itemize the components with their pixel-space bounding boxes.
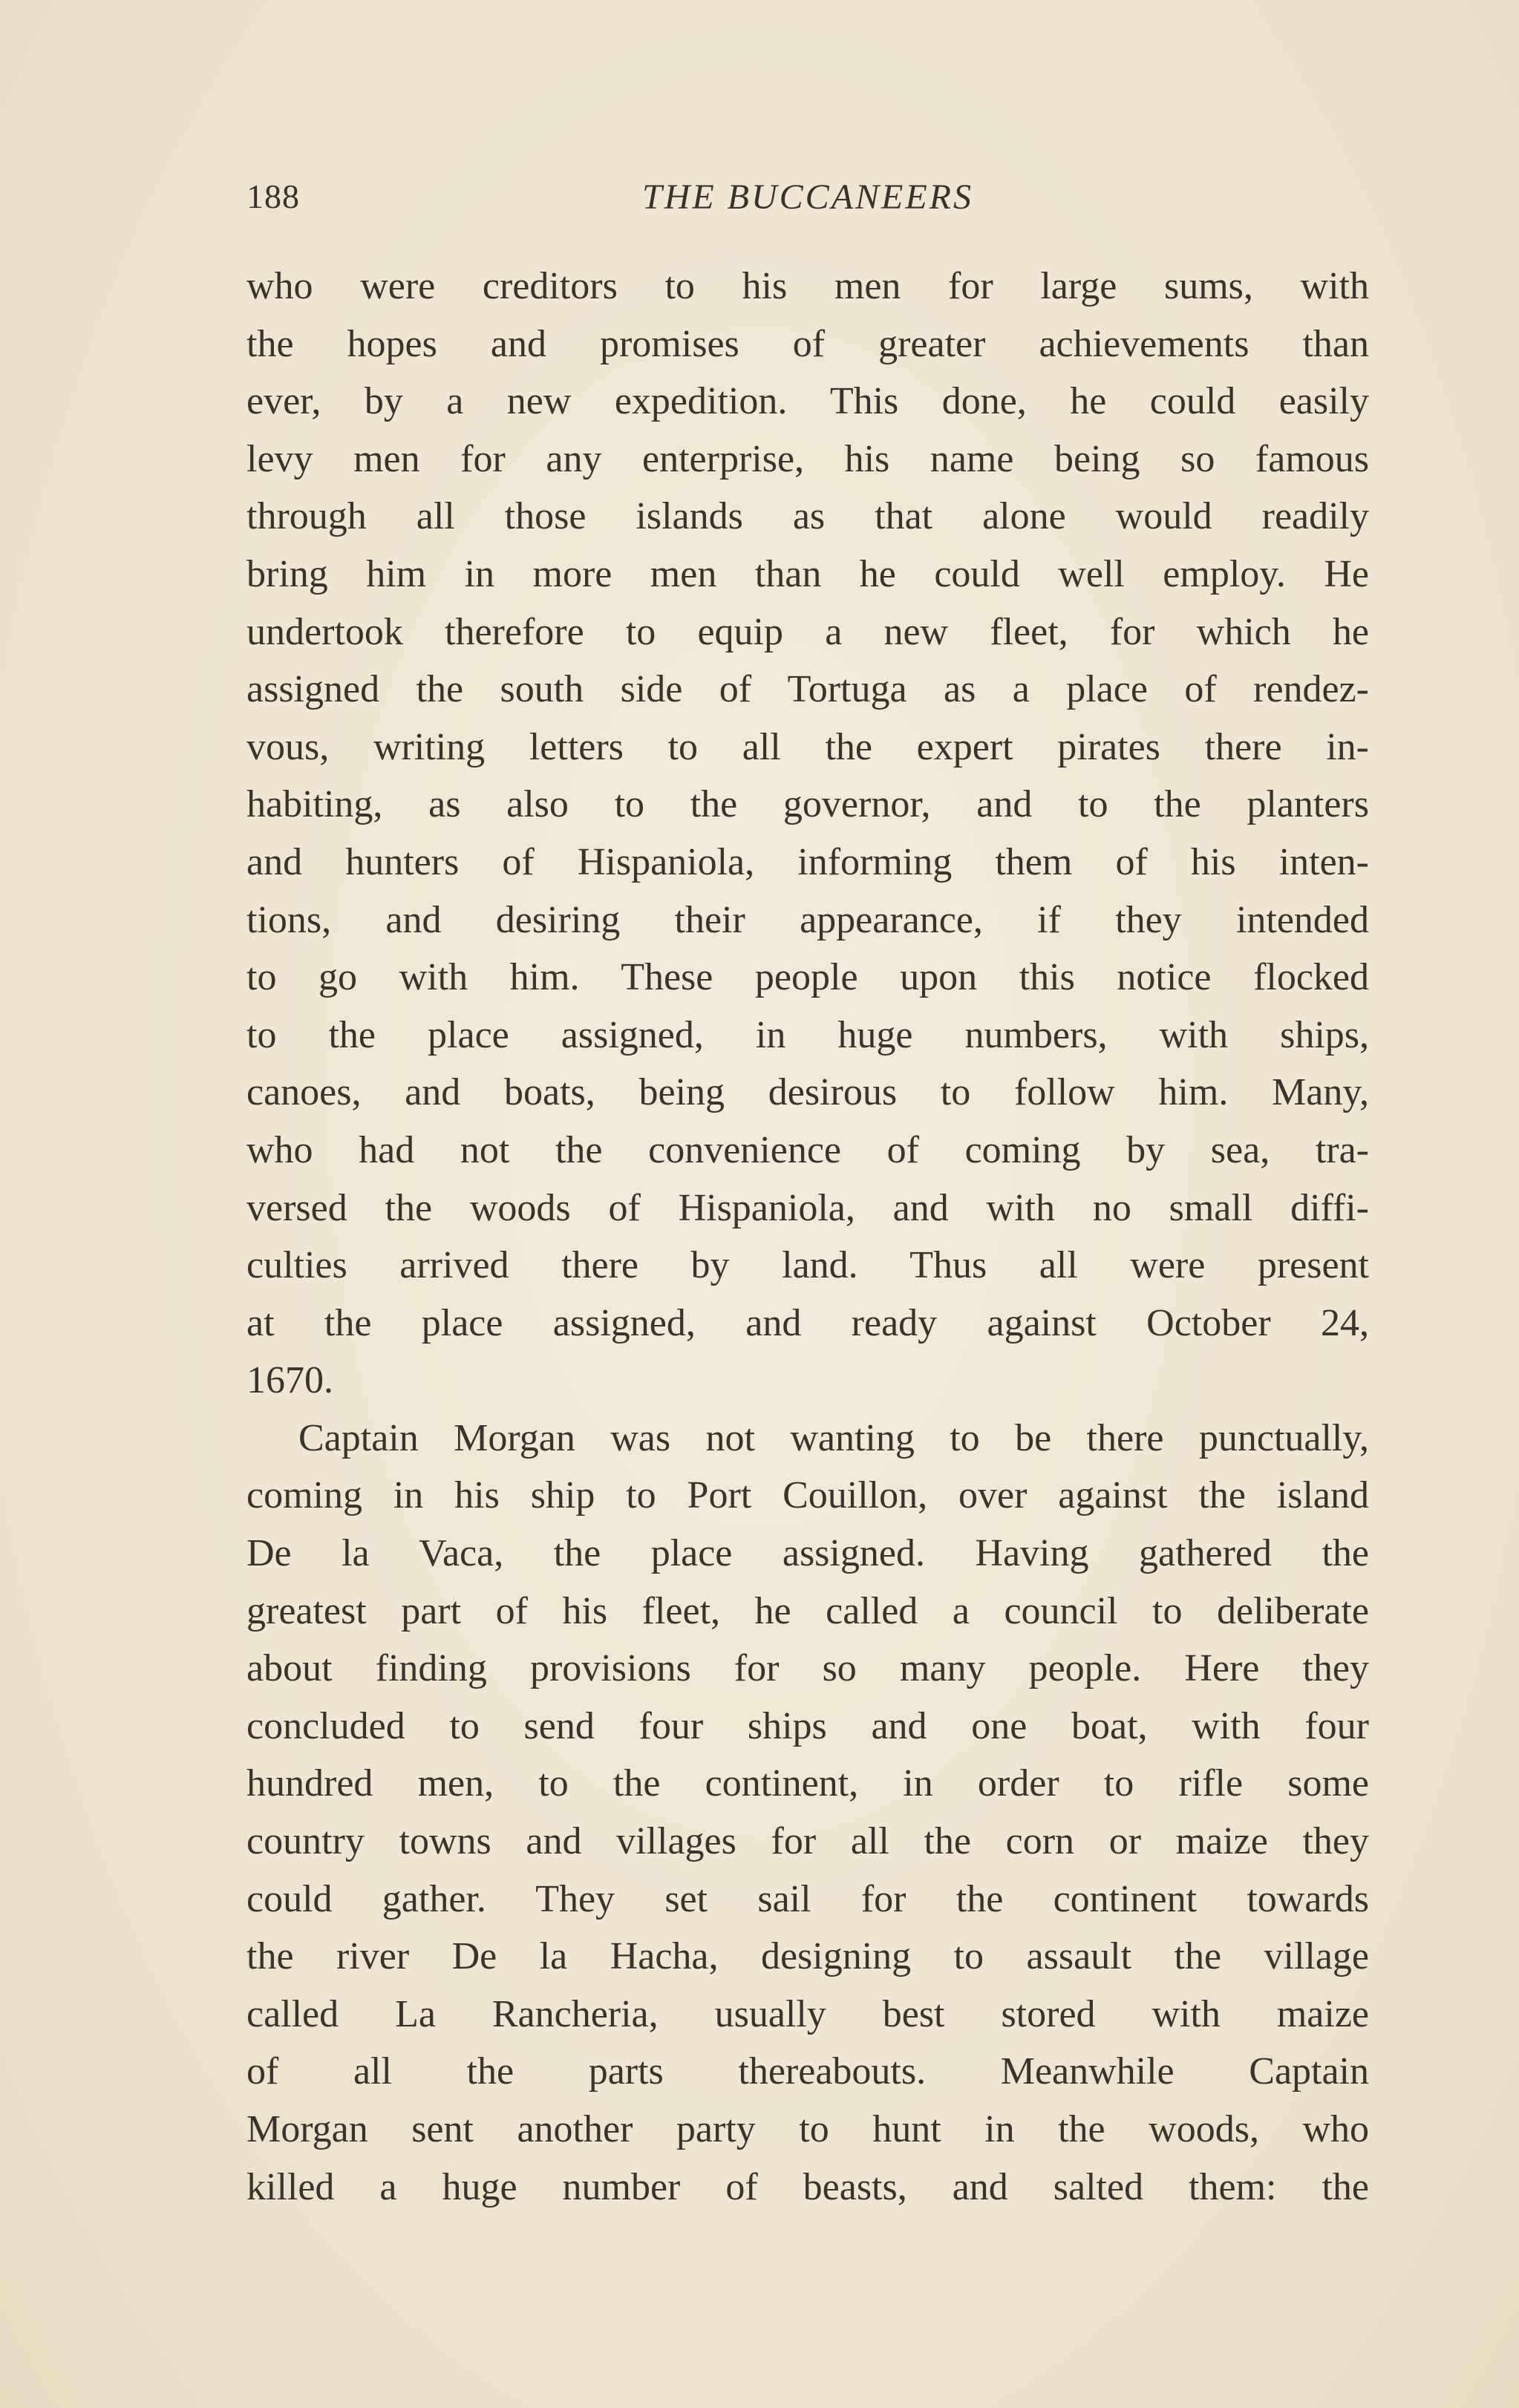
text-line: killed a huge number of beasts, and salted them: the [246,2165,1369,2208]
text-line: who had not the convenience of coming by sea, tra- [246,1128,1369,1171]
text-line: coming in his ship to Port Couillon, over against the island [246,1474,1369,1517]
text-line: greatest part of his fleet, he called a council to deliberate [246,1589,1369,1632]
running-title: THE BUCCANEERS [642,177,973,217]
text-line: Morgan sent another party to hunt in the woods, who [246,2108,1369,2150]
page-header [246,177,1369,229]
text-line: hundred men, to the continent, in order to rifle some [246,1762,1369,1805]
text-line: 1670. [246,1359,333,1402]
text-line: could gather. They set sail for the continent towards [246,1877,1369,1920]
text-line: country towns and villages for all the corn or maize they [246,1820,1369,1863]
text-line: De la Vaca, the place assigned. Having gathered the [246,1532,1369,1575]
text-line: concluded to send four ships and one boat, with four [246,1704,1369,1747]
text-line: to the place assigned, in huge numbers, with ships, [246,1013,1369,1056]
text-line: tions, and desiring their appearance, if they intended [246,898,1369,941]
text-line: Captain Morgan was not wanting to be there punctually, [298,1416,1369,1459]
paragraph-1 [246,258,1369,1410]
text-line: habiting, as also to the governor, and to the planters [246,783,1369,826]
text-line: called La Rancheria, usually best stored with maize [246,1992,1369,2035]
text-line: vous, writing letters to all the expert pirates there in- [246,725,1369,768]
text-line: ever, by a new expedition. This done, he could easily [246,380,1369,423]
text-line: undertook therefore to equip a new fleet, for which he [246,610,1369,653]
text-line: assigned the south side of Tortuga as a place of rendez- [246,668,1369,711]
text-line: bring him in more men than he could well employ. He [246,552,1369,595]
text-line: culties arrived there by land. Thus all were present [246,1244,1369,1287]
text-line: the river De la Hacha, designing to assault the village [246,1935,1369,1978]
text-line: the hopes and promises of greater achievements than [246,322,1369,365]
text-line: at the place assigned, and ready against October 24, [246,1301,1369,1344]
text-line: versed the woods of Hispaniola, and with no small diffi- [246,1186,1369,1229]
body-text [246,258,1369,2216]
text-line: who were creditors to his men for large sums, with [246,265,1369,307]
text-line: and hunters of Hispaniola, informing them of his inten- [246,840,1369,883]
text-line: to go with him. These people upon this notice flocked [246,956,1369,999]
text-line: of all the parts thereabouts. Meanwhile Captain [246,2050,1369,2093]
page-number: 188 [246,177,300,215]
paragraph-2 [246,1410,1369,2216]
text-line: through all those islands as that alone would readily [246,495,1369,538]
text-line: canoes, and boats, being desirous to follow him. Many, [246,1071,1369,1114]
text-line: about finding provisions for so many people. Here they [246,1647,1369,1690]
text-line: levy men for any enterprise, his name being so famous [246,437,1369,480]
